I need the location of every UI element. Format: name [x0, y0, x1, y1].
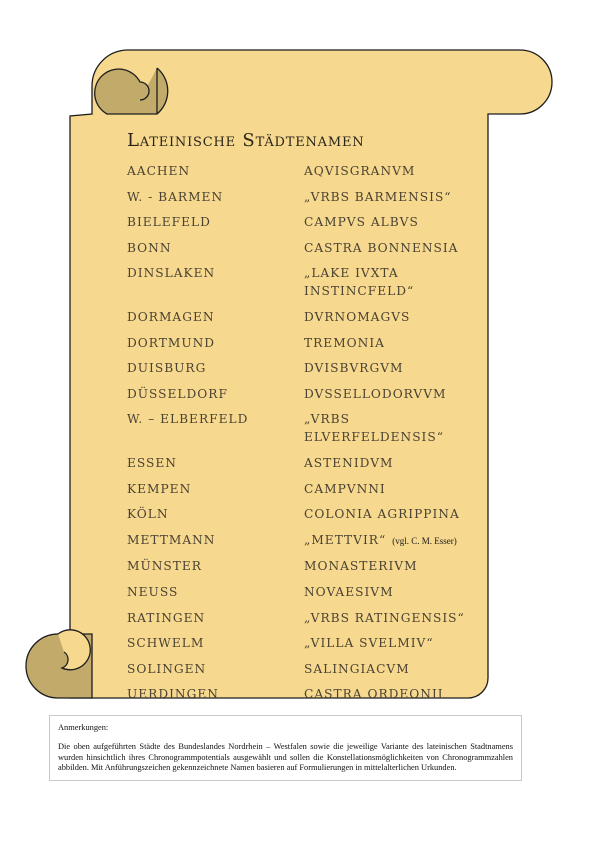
city-latin-name	[304, 583, 477, 601]
city-latin-name	[304, 410, 477, 446]
city-latin-note: (vgl. C. M. Esser)	[392, 535, 457, 546]
city-latin-text: CASTRA BONNENSIA	[304, 240, 459, 255]
city-latin-text: DVISBVRGVM	[304, 361, 404, 376]
city-german-name: SOLINGEN	[127, 661, 207, 676]
city-german-name: MÜNSTER	[127, 559, 202, 574]
city-german-name: W. - BARMEN	[127, 189, 224, 204]
city-latin-name	[304, 505, 477, 523]
city-german-name: UERDINGEN	[127, 687, 219, 702]
page-title: Lateinische Städtenamen	[127, 130, 365, 151]
city-latin-text: TREMONIA	[304, 335, 385, 350]
city-row	[127, 334, 477, 352]
city-row	[127, 634, 477, 652]
city-german-name: AACHEN	[127, 164, 191, 178]
city-row	[127, 239, 477, 257]
city-latin-name	[304, 685, 477, 703]
city-row	[127, 385, 477, 403]
city-row	[127, 308, 477, 326]
city-latin-text: „VILLA SVELMIV“	[304, 636, 434, 651]
city-row	[127, 609, 477, 627]
notes-text: Die oben aufgeführten Städte des Bundeslandes Nordrhein – Westfalen sowie die jeweilige Variante des lateinischen Stadtnamens wurden hinsichtlich ihres Chronogrammpotentials ausgewählt und sollen die Konstellationsmöglichkeiten von Chronogrammzahlen abbilden. Mit Anführungszeichen gekennzeichnete Namen basieren auf Formulierungen in mittelalterlichen Urkunden.	[58, 742, 513, 772]
city-german-name: NEUSS	[127, 584, 179, 599]
city-latin-text: SALINGIACVM	[304, 661, 410, 676]
city-latin-text: „LAKE IVXTA INSTINCFELD“	[304, 266, 415, 299]
city-german-name: DUISBURG	[127, 361, 207, 376]
city-latin-name	[304, 239, 477, 257]
city-latin-name	[304, 531, 477, 550]
city-latin-name	[304, 660, 477, 678]
city-latin-name	[304, 634, 477, 652]
city-latin-text: ASTENIDVM	[304, 455, 394, 470]
city-latin-name	[304, 385, 477, 403]
city-latin-name	[304, 188, 477, 206]
city-latin-text: „VRBS RATINGENSIS“	[304, 610, 465, 625]
notes-box	[49, 715, 522, 781]
city-latin-name	[304, 213, 477, 231]
city-row	[127, 685, 477, 703]
city-row	[127, 583, 477, 601]
city-latin-text: „VRBS BARMENSIS“	[304, 189, 452, 204]
city-german-name: BONN	[127, 240, 172, 255]
city-row	[127, 359, 477, 377]
city-latin-text: NOVAESIVM	[304, 584, 394, 599]
city-row	[127, 162, 477, 180]
city-german-name: SCHWELM	[127, 636, 205, 651]
city-row	[127, 531, 477, 550]
city-german-name: DORTMUND	[127, 335, 216, 350]
city-german-name: KEMPEN	[127, 481, 192, 496]
city-latin-name	[304, 162, 477, 180]
city-german-name: DINSLAKEN	[127, 266, 216, 281]
city-row	[127, 410, 477, 446]
city-latin-text: AQVISGRANVM	[304, 164, 416, 178]
notes-heading: Anmerkungen:	[58, 723, 109, 732]
city-german-name: ESSEN	[127, 455, 177, 470]
city-latin-text: „VRBS ELVERFELDENSIS“	[304, 412, 444, 445]
city-row	[127, 660, 477, 678]
city-latin-text: MONASTERIVM	[304, 559, 418, 574]
city-german-name: DORMAGEN	[127, 309, 215, 324]
city-german-name: W. – ELBERFELD	[127, 412, 249, 427]
city-latin-text: CASTRA ORDEONII	[304, 687, 444, 702]
city-german-name: KÖLN	[127, 507, 169, 522]
city-row	[127, 213, 477, 231]
city-row	[127, 505, 477, 523]
city-german-name: BIELEFELD	[127, 215, 211, 230]
city-german-name: METTMANN	[127, 532, 216, 547]
city-row	[127, 454, 477, 472]
city-latin-name	[304, 609, 477, 627]
city-row	[127, 264, 477, 300]
city-latin-name	[304, 359, 477, 377]
city-table	[127, 162, 477, 711]
city-row	[127, 480, 477, 498]
city-latin-name	[304, 308, 477, 326]
city-german-name: DÜSSELDORF	[127, 386, 228, 401]
city-latin-name	[304, 334, 477, 352]
city-latin-name	[304, 454, 477, 472]
city-latin-text: „METTVIR“	[304, 532, 387, 547]
city-latin-text: COLONIA AGRIPPINA	[304, 507, 460, 522]
city-row	[127, 188, 477, 206]
city-latin-name	[304, 264, 477, 300]
city-row	[127, 557, 477, 575]
city-latin-text: CAMPVNNI	[304, 481, 386, 496]
city-latin-name	[304, 480, 477, 498]
city-latin-text: DVRNOMAGVS	[304, 309, 411, 324]
city-german-name: RATINGEN	[127, 610, 206, 625]
city-latin-text: DVSSELLODORVVM	[304, 386, 447, 401]
city-latin-text: CAMPVS ALBVS	[304, 215, 419, 230]
city-latin-name	[304, 557, 477, 575]
